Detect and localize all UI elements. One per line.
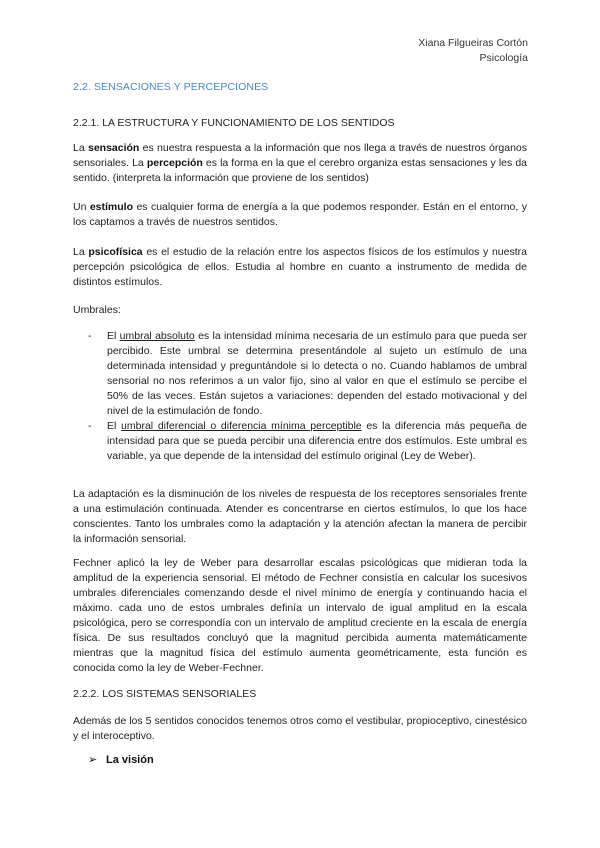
list-item-vision: [88, 753, 154, 766]
term-estimulo: estímulo: [89, 201, 134, 213]
bullet-dash: -: [88, 330, 92, 342]
term-sensacion: sensación: [87, 142, 140, 154]
term-umbral-diferencial: umbral diferencial o diferencia mínima perceptible: [121, 420, 362, 432]
list-item-umbral-diferencial: - El umbral diferencial o diferencia mínima perceptible es la diferencia más pequeña de intensidad para que se pueda percibir una diferencia entre dos estímulos. Este umbral es variable, ya que depende de la intensidad del estímulo original (Ley de Weber).: [88, 420, 527, 462]
paragraph-psicofisica: La psicofísica es el estudio de la relación entre los aspectos físicos de los estímulos y nuestra percepción psicológica de ellos. Estudia al hombre en cuanto a instrumento de medida de distintos estímulos.: [73, 246, 527, 288]
term-percepcion: percepción: [146, 157, 203, 169]
subsection-title-1: 2.2.1. LA ESTRUCTURA Y FUNCIONAMIENTO DE LOS SENTIDOS: [73, 117, 395, 129]
term-psicofisica: psicofísica: [88, 246, 143, 258]
paragraph-fechner: Fechner aplicó la ley de Weber para desarrollar escalas psicológicas que midieran toda la amplitud de la experiencia sensorial. El método de Fechner consistía en calcular los sucesivos umbrales diferenciales comenzando desde el nivel mínimo de energía y continuando hacia el máximo. cada uno de estos umbrales definía un intervalo de igual amplitud en la escala psicológica, pero se correspondía con un intervalo de amplitud creciente en la escala de energía física. De sus resultados concluyó que la magnitud percibida aumenta matemáticamente mientras que la magnitud física del estímulo aumenta geométricamente, esta función es conocida como la ley de Weber-Fechner.: [73, 557, 527, 674]
paragraph-sensacion: La sensación es nuestra respuesta a la información que nos llega a través de nuestros órganos sensoriales. La percepción es la forma en la que el cerebro organiza estas sensaciones y les da sentido. (interpreta la información que proviene de los sentidos): [73, 142, 527, 184]
paragraph-adaptacion: La adaptación es la disminución de los niveles de respuesta de los receptores sensoriales frente a una estimulación continuada. Atender es concentrarse en ciertos estímulos, lo que los hace conscientes. Tanto los umbrales como la adaptación y la atención afectan la manera de percibir la información sensorial.: [73, 488, 527, 545]
header-author: Xiana Filgueiras Cortón: [418, 37, 528, 49]
paragraph-estimulo: Un estímulo es cualquier forma de energía a la que podemos responder. Están en el entorno, y los captamos a través de nuestros sentidos.: [73, 201, 527, 228]
paragraph-sistemas: Además de los 5 sentidos conocidos tenemos otros como el vestibular, propioceptivo, cinestésico y el interoceptivo.: [73, 715, 527, 742]
arrow-bullet-icon: ➢: [88, 754, 98, 766]
section-title: 2.2. SENSACIONES Y PERCEPCIONES: [73, 81, 269, 93]
header-subject: Psicología: [479, 52, 528, 64]
umbrales-label: Umbrales:: [73, 304, 121, 316]
bullet-dash: -: [88, 420, 92, 432]
page-header: [418, 36, 528, 66]
vision-label: La visión: [106, 754, 154, 766]
list-item-umbral-absoluto: - El umbral absoluto es la intensidad mínima necesaria de un estímulo para que pueda ser percibido. Este umbral se determina presentándole al sujeto un estímulo de una determinada intensidad y preguntándole si lo detecta o no. Cuando hablamos de umbral sensorial no nos referimos a un valor fijo, sino al valor en que el estímulo se percibe el 50% de las veces. Están sujetos a variaciones: dependen del estado motivacional y del nivel de la estimulación de fondo.: [88, 330, 527, 417]
subsection-title-2: 2.2.2. LOS SISTEMAS SENSORIALES: [73, 688, 257, 700]
umbrales-list: [73, 329, 527, 464]
term-umbral-absoluto: umbral absoluto: [119, 330, 195, 342]
